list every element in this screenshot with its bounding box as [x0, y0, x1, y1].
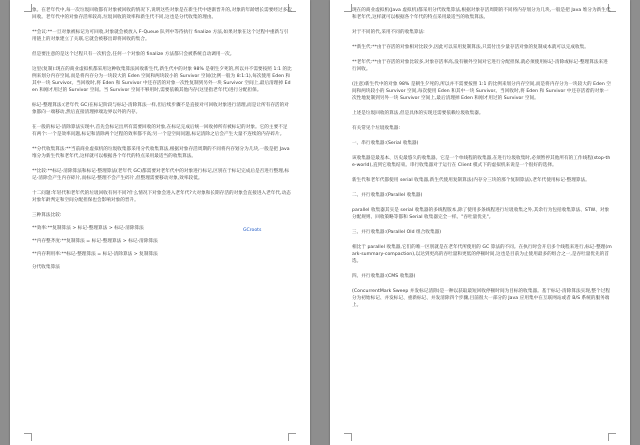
paragraph: 在一般的标记-清除算法实现中,首先会标记出所有需要回收的对象,在标记完成后统一回收掉所有被标记的对象。它的主要不足有两个:一个是效率问题,标记和清除两个过程的效率都不高;另一个是空间问题,标记清除之后会产生大量不连续的内存碎片。 — [32, 125, 288, 137]
paragraph: 这里(复制):现在的商业虚拟机都采用这种收集算法回收新生代,新生代中的对象 98% 是朝生夕死的,所以并不需要按照 1:1 的比例来划分内存空间,而是将内存分为一块较大的 Eden 空间和两块较小的 Survivor 空间(比例一般为 8:1:1),每次使用 Eden 和其中一块 Survivor。当回收时,将 Eden 和 Survivor 中还存活的对象一次性复制到另外一块 Survivor 空间上,最后清理掉 Eden 和刚才用过的 Survivor 空间。当 Survivor 空间不够用时,需要依赖其他内存(这里指老年代)进行分配担保。 — [32, 67, 292, 93]
paragraph: 该收集器是最基本、历史最悠久的收集器。它是一个单线程的收集器,在进行垃圾收集时,必须暂停其他所有的工作线程(stop-the-world),直到它收集结束。串行收集器对于运行在 Client 模式下的虚拟机来说是一个很好的选择。 — [352, 156, 611, 168]
document-page-2 — [330, 0, 630, 445]
paragraph: 对于不同的代,采用不同的收集算法: — [352, 30, 425, 35]
page-body — [352, 7, 612, 317]
paragraph: 一、串行收集器:(Serial 收集器) — [352, 141, 419, 146]
gcroots-link[interactable]: GCroots — [243, 228, 262, 233]
paragraph: parallel 收集器其实是 serial 收集器的多线程版本,除了使用多条线程进行垃圾收集之外,其余行为包括收集算法、STW、对象分配规则、回收策略等都和 Serial 收集器完全一样。"吞吐量优先"。 — [352, 208, 610, 220]
paragraph: 有关常见个垃圾收集器: — [352, 126, 401, 131]
paragraph: (注意)新生代中的对象 98% 是朝生夕死的,所以并不需要按照 1:1 的比例来划分内存空间,而是将内存分为一块较大的 Eden 空间和两块较小的 Survivor 空间,每次使用 Eden 和其中一块 Survivor。当回收时,将 Eden 和 Survivor 中还存活着的对象一次性地复制到另外一块 Survivor 空间上,最后清理掉 Eden 和刚才用过的 Survivor 空间。 — [352, 82, 612, 101]
paragraph: 分代收集算法 — [32, 265, 60, 270]
paragraph: **效率:**复制算法 > 标记-整理算法 > 标记-清除算法 — [32, 226, 144, 231]
paragraph: 象。在老年代中,每一次垃圾回收都有对象被回收的情况下,说明这些对象是在新生代中逐渐晋升的,对象的年龄增长需要经过多次回收。老年代中的对象存活率较高,垃圾回收的效率和新生代不同,这也是分代收集的理由。 — [32, 8, 292, 20]
crop-mark — [344, 4, 352, 12]
crop-mark — [24, 433, 32, 441]
paragraph: 十二问题:年轻代和老年代的垃圾回收有何不同?什么情况下对象会进入老年代?大对象和长期存活的对象会直接进入老年代,动态对象年龄判定和空间分配担保也会影响对象的晋升。 — [32, 191, 291, 203]
paragraph: **内存整齐度:**复制算法 = 标记-整理算法 > 标记-清除算法 — [32, 239, 158, 244]
paragraph: 但是要注意的是这个过程只有一次机会,任何一个对象的 finalize 方法都只会被系统自动调用一次。 — [32, 52, 235, 57]
paragraph: (ConcurrentMark Sweep 并发标记清除)是一种以获取最短回收停顿时间为目标的收集器。基于标记-清除算法实现,整个过程分为初始标记、并发标记、重新标记、并发清除四个步骤,目前很大一部分的 Java 应用集中在互联网站或者 B/S 系统的服务端上。 — [352, 289, 610, 308]
paragraph: **内存利用率:**标记-整理算法 = 标记-清除算法 > 复制算法 — [32, 252, 158, 257]
crop-mark — [344, 433, 352, 441]
paragraph: 相比于 parallel 收集器,它们的唯一区别就是在老年代所使用的 GC 算法的不同。在执行时会开启多个线程来进行,标记-整理(mark-summary-compaction),以达到更高的吞吐量和更低的停顿时间,这也是目前为止使用最多的组合之一,是吞吐量优先的首选。 — [352, 245, 612, 264]
crop-mark — [24, 4, 32, 12]
paragraph: 标记-整理算法:(老年代 GC)在标记阶段与标记-清除算法一样,但后续步骤不是直接对可回收对象进行清理,而是让所有存活的对象都向一端移动,然后直接清理掉端边界以外的内存。 — [32, 103, 289, 115]
paragraph: 四、并行收集器:(CMS 收集器) — [352, 274, 416, 279]
paragraph: 上述是垃圾回收的算法,但是具体的实现还需要依赖垃圾收集器。 — [352, 111, 484, 116]
crop-mark — [608, 433, 616, 441]
document-page-1 — [10, 0, 310, 445]
paragraph: 现在的商业虚拟机(Java 虚拟机)都采用分代收集算法,根据对象存活周期的不同将内存划分为几块,一般是把 Java 堆分为新生代和老年代,这样就可以根据各个年代的特点采用最适当的收集算法。 — [352, 8, 611, 20]
paragraph: 新生代和老年代都使用 serial 收集器,新生代使用复制算法(内存分三块的那个复制算法),老年代使用标记-整理算法。 — [352, 178, 590, 183]
paragraph: **比较:**标记-清除算法和标记-整理算法(老年代 GC)都需要对老年代中的对象进行标记,区别在于标记完成后是否进行整理,标记-清除会产生内存碎片,而标记-整理不会产生碎片,但整理需要移动对象,效率较低。 — [32, 169, 290, 181]
page-body — [32, 7, 292, 277]
paragraph: **老年代:**由于存活的对象比较多,对象存活率高,没有额外空间对它进行分配担保,就必须使用标记-清除或标记-整理算法来进行回收。 — [352, 60, 608, 72]
paragraph: **分代收集算法:**当前商业虚拟机的垃圾收集都采用分代收集算法,根据对象存活周期的不同将内存划分为几块,一般是把 Java 堆分为新生代和老年代,这样就可以根据各个年代的特点采用最适当的收集算法。 — [32, 147, 290, 159]
crop-mark — [288, 433, 296, 441]
paragraph: 二、并行收集器:(Parallel 收集器) — [352, 193, 423, 198]
paragraph: **新生代:**由于存活的对象相对比较少,因此可以采用复制算法,只需付出少量存活对象的复制成本就可以完成收集。 — [352, 45, 589, 50]
paragraph: 三、并行收集器:(Parallel Old 组合收集器) — [352, 230, 442, 235]
paragraph: **会议:**一旦对象被标记为可回收,对象就会被放入 F-Queue 队列中等待执行 finalize 方法,如果对象在这个过程中重新与引用链上的对象建立了关联,它就会被移出即将回收的集合。 — [32, 30, 289, 42]
paragraph: 三种算法比较: — [32, 213, 62, 218]
